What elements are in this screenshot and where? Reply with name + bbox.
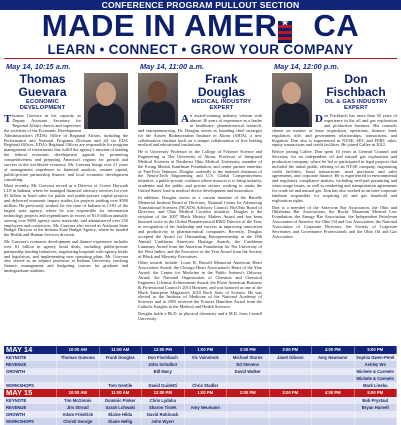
schedule-session-cell	[185, 375, 228, 382]
schedule-time-slot: 11:00 AM	[100, 346, 143, 354]
schedule-row	[4, 411, 397, 418]
schedule-session-cell: Michele & Carmelo	[355, 368, 398, 375]
schedule-day-label: MAY 15	[4, 389, 57, 397]
schedule-session-cell	[57, 382, 100, 389]
schedule-session-cell	[355, 411, 398, 418]
bio-paragraph: on Fischbach has more than 30 years of experience in the oil and gas exploration and production business. His counsels clients on matters of lease acquisition, operations, finance, land, regulation, title, and government relationships, transactions, and litigation. Don also is experienced in NYSE, SEC and FERC rules, equity transactions and credit facilities. He joined Calfee in 2012.	[272, 113, 397, 148]
schedule-session-cell: David Walker	[227, 368, 270, 375]
schedule-session-cell	[100, 375, 143, 382]
schedule-session-cell	[270, 382, 313, 389]
schedule-time-slot: 5:00 PM	[355, 346, 398, 354]
schedule-row	[4, 418, 397, 425]
section-banner: CONFERENCE PROGRAM PULLOUT SECTION	[0, 0, 401, 10]
speaker-date: May 14, 12:00 p.m.	[274, 62, 339, 71]
schedule-session-cell	[227, 375, 270, 382]
schedule-day-header	[4, 346, 397, 354]
schedule-session-cell: John Schulbor	[142, 361, 185, 368]
drop-cap: D	[315, 113, 323, 125]
schedule-time-slot: 12:00 PM	[142, 389, 185, 397]
schedule-time-slot: 3:00 PM	[270, 389, 313, 397]
schedule-track-label	[4, 375, 57, 382]
schedule-time-slot: 1:00 PM	[185, 346, 228, 354]
schedule-session-cell	[100, 368, 143, 375]
schedule-session-cell	[312, 404, 355, 411]
speaker-bio	[272, 114, 397, 240]
schedule-time-slot: 11:00 AM	[100, 389, 143, 397]
schedule-session-cell: Vic Vainstock	[185, 354, 228, 361]
schedule-track-label: GROWTH	[4, 368, 57, 375]
bio-paragraph: In addition, Douglas serves as a current member of the Battelle Memorial Institute Board of Directors, National Center for Advancing Translational Sciences (NCATS) Advisory Council, BioOhio Board of Directors, and Ohio Medical Corridor initiative. Douglas is the recipient of the 2007 Black History Makers Award and has been honored twice as the Global Pharmaceutical R&D Director of the Year, in recognition of his leadership and success in improving innovation and productivity in pharmaceutical companies. Recently, Douglas accepted the Award for Outstanding Entrepreneurship at the 18th Annual Caribbean American Heritage Awards, the Caribbean Luminary Award from the American Foundation for The University of the West Indies, and the Executive of the Year Award from the Society of Black and Minority Executives.	[138, 194, 262, 259]
schedule-session-cell	[312, 411, 355, 418]
bio-paragraph: Other awards include: Louis B. Russell Memorial American Heart Association Award, the Chicago Heart Association's Heart of the Year Award, the Center for Medicine in the Public Interest's Odyssey Award, the National Organization of Chemists and Chemical Engineers Lifetime Achievement Award, the Pfizer American Business & Professional Council's 2013 Honoree, and was honored as one of the Black Enterprise Magazine's 2010 Rock Stars of Science. He was elected to the Institute of Medicine of the National Academy of Sciences and in 2005 received the Frances Hamilton Award from the Catholic Knights in the Medical and Health Sciences.	[138, 260, 262, 310]
schedule-row	[4, 404, 397, 411]
speaker-role: MEDICAL INDUSTRY EXPERT	[191, 99, 252, 111]
schedule-session-cell: David Rubinack	[142, 411, 185, 418]
bio-paragraph: He is University Professor in the College of Polymer Science and Engineering at The University of Akron, Professor of Integrated Medical Sciences at Northeast Ohio Medical University, member of the Ewing Marion Kauffman Foundation, and senior partner emeritus of PureTech Ventures. Douglas currently is the national chairman of the Neuro-Tech Engineering and U.S. Global Competitiveness initiative, a public-private coalition whose mission is to bring industry, academia and the public and private sectors working to retain the United States' lead in medical device development and innovation.	[138, 148, 262, 194]
schedule-session-cell	[312, 375, 355, 382]
schedule-time-slot: 1:00 PM	[185, 389, 228, 397]
schedule-session-cell: Mark Lineba	[355, 382, 398, 389]
schedule-session-cell: Tim McGinnis	[57, 397, 100, 404]
speaker-bio	[138, 114, 262, 322]
bio-paragraph: Don is a member of the American Bar Association, the Ohio and Oklahoma Bar Associations, the Rocky Mountain Mineral Law Foundation, the Energy Bar Association, the Independent Petroleum Association of America, the Ohio Oil and Gas Association, the National Association of Corporate Directors, the Society of Corporate Secretaries and Governance Professionals and the Ohio Oil and Gas Association.	[272, 204, 397, 239]
schedule-time-slot: 2:00 PM	[227, 346, 270, 354]
speaker-photo	[272, 73, 312, 127]
schedule-session-cell: Sophia Owen-Perel	[355, 354, 398, 361]
speaker-bio	[4, 114, 128, 274]
schedule-session-cell	[227, 418, 270, 425]
schedule-session-cell	[270, 375, 313, 382]
schedule-session-cell: Bill Macy	[142, 368, 185, 375]
schedule-time-slot: 12:00 PM	[142, 346, 185, 354]
schedule-time-slot: 3:00 PM	[270, 346, 313, 354]
schedule-session-cell	[100, 361, 143, 368]
bio-paragraph: Douglas holds a Ph.D. in physical chemistry and a M.D. from Cornell University.	[138, 310, 262, 321]
speaker-column-guevara	[4, 62, 128, 344]
speaker-photo	[84, 73, 128, 129]
speaker-name: Don Fischbach	[326, 72, 386, 99]
schedule-session-cell	[57, 361, 100, 368]
speaker-name: Thomas Guevara	[18, 72, 67, 99]
schedule-session-cell: Frank Douglas	[100, 354, 143, 361]
speaker-column-douglas	[138, 62, 262, 344]
schedule-session-cell: Chris Stadler	[185, 382, 228, 389]
schedule-time-slot: 10:00 AM	[57, 346, 100, 354]
schedule-session-cell	[227, 411, 270, 418]
title-left: MADE IN AMER	[41, 8, 278, 43]
speaker-name: Frank Douglas	[197, 72, 246, 99]
schedule-track-label: GROWTH	[4, 411, 57, 418]
schedule-session-cell: Ed Stevens	[227, 361, 270, 368]
schedule-session-cell: Chris Lydaha	[142, 397, 185, 404]
schedule-session-cell: John Wyerr	[142, 418, 185, 425]
schedule-session-cell	[312, 418, 355, 425]
schedule-session-cell: Tom Gentile	[100, 382, 143, 389]
schedule-session-cell	[312, 382, 355, 389]
schedule-session-cell	[270, 404, 313, 411]
schedule-row	[4, 375, 397, 382]
schedule-session-cell: Dominic Pinker	[100, 397, 143, 404]
schedule-day-label: MAY 14	[4, 346, 57, 354]
schedule-session-cell: Thomas Guevara	[57, 354, 100, 361]
schedule-track-label: KEYNOTE	[4, 354, 57, 361]
schedule-row	[4, 382, 397, 389]
bio-paragraph: Mr. Guevara's economic development and finance experience includes over $1 billion in agency bond deals, including public/private partnership funding initiatives, negotiating hospitals with agency heads and legislators, and implementing new operating plans. Mr. Guevara also served as an adjunct professor at Indiana University, teaching finance, management and budgeting courses for graduate and undergraduate students.	[4, 238, 128, 274]
schedule-session-cell: Michael Sturns	[227, 354, 270, 361]
speaker-role: ECONOMIC DEVELOPMENT	[19, 99, 66, 111]
schedule-session-cell: Elaine Hilda	[100, 411, 143, 418]
schedule-session-cell	[270, 361, 313, 368]
schedule-time-slot: 5:00 PM	[355, 389, 398, 397]
schedule-track-label: KEYNOTE	[4, 397, 57, 404]
flag-i-icon	[278, 15, 312, 37]
schedule-session-cell	[57, 375, 100, 382]
bio-paragraph: n award-winning industry veteran with almost 30 years of experience as a leader in healthcare, pharmaceutical research, and entrepreneurship, Dr. Douglas serves as founding chief strategist for the Austen BioInnovation Institute in Akron (ABIA), a new collaborative institute built on a unique collaboration of five leading medical and educational institutions.	[138, 113, 262, 148]
tagline: LEARN • CONNECT • GROW YOUR COMPANY	[47, 42, 354, 57]
title-right: CA	[313, 8, 360, 43]
speaker-date: May 14, 10:15 a.m.	[6, 62, 71, 71]
speaker-photo	[138, 73, 178, 125]
schedule-session-cell: Ashley Ws	[355, 361, 398, 368]
schedule-session-cell	[185, 368, 228, 375]
schedule-track-label: WORKSHOPS	[4, 382, 57, 389]
drop-cap: A	[181, 113, 189, 125]
schedule-session-cell	[312, 361, 355, 368]
schedule-session-cell	[57, 368, 100, 375]
schedule-track-label: WORKSHOPS	[4, 418, 57, 425]
schedule-time-slot: 2:00 PM	[227, 389, 270, 397]
schedule-session-cell: Don Fischbach	[142, 354, 185, 361]
schedule-session-cell: Sarah Lohwaki	[100, 404, 143, 411]
schedule-session-cell: Jim Stroud	[57, 404, 100, 411]
schedule-time-slot: 4:00 PM	[312, 389, 355, 397]
schedule-row	[4, 361, 397, 368]
schedule-track-label: REVENUE	[4, 361, 57, 368]
schedule-session-cell: Sharon Tistek	[142, 404, 185, 411]
schedule-track-label: REVENUE	[4, 404, 57, 411]
schedule-session-cell	[270, 418, 313, 425]
schedule-row	[4, 354, 397, 361]
schedule-session-cell	[270, 368, 313, 375]
speaker-column-fischbach	[272, 62, 397, 344]
schedule-session-cell	[312, 368, 355, 375]
schedule-session-cell: Amy Neumann	[185, 404, 228, 411]
schedule-session-cell	[270, 411, 313, 418]
bio-paragraph: Before joining Calfee, Don spent 10 years as General Counsel and Secretary for an independent oil and natural gas exploration and production company, where he led or participated in legal projects that included the initial public offering of an NYSE company, negotiating credit facilities, bond transactions, asset purchases and sales agreements, and corporate finance. He is experienced in environmental and regulatory compliance matters, including well-pad permitting and water-usage issues, as well as marketing and transportation agreements for crude oil and natural gas. Don has also worked as an inter-corporate landman responsible for acquiring oil and gas leasehold and exploration rights.	[272, 148, 397, 203]
schedule-session-cell: Adam Friedrick	[57, 411, 100, 418]
page-title	[0, 8, 401, 43]
bio-paragraph: homas Guevara in his capacity as Deputy Assistant Secretary for Regional Affairs directs and supervises the activities of the Economic Development Administration's (EDA) Office of Regional Affairs, including the Performance and National Programs Division and all six EDA Regional Offices. EDA's Regional Offices are responsible for program management of investments that fulfill the agency's mission of leading the federal economic development agenda by promoting competitiveness and preparing America's regions for growth and success in the worldwide economy. Mr. Guevara brings over 21 years of management experience in financial analysis, venture capital, public/private partnership finance, and local economic development consulting.	[4, 113, 128, 182]
schedule-session-cell	[185, 411, 228, 418]
schedule-row	[4, 368, 397, 375]
schedule-session-cell: Bryan Harvell	[355, 404, 398, 411]
drop-cap: T	[4, 113, 12, 125]
schedule-session-cell	[227, 404, 270, 411]
schedule-session-cell: Bob Prystaul	[355, 397, 398, 404]
bio-paragraph: Most recently, Mr. Guevara served as a Director of Crowe Horwath LLP in Indiana, where he managed financial advisory services for over $1 billion in bond sales for public and public/private capital projects and delivered economic impact studies for projects totaling over $500 million. He previously worked for the state of Indiana as COO of the largest state agency, where he was responsible for information technology projects and expenditures in excess of $1.6 billion annually serving over 8000 agency users statewide, and administered over 250 employees and contractors. Mr. Guevara also served as Assistant State Budget Director at the Indiana State Budget Agency, where he headed the Health and Human Services division.	[4, 183, 128, 238]
schedule-session-cell	[185, 418, 228, 425]
schedule-session-cell	[142, 375, 185, 382]
schedule-session-cell	[185, 361, 228, 368]
schedule-session-cell	[355, 418, 398, 425]
speaker-role: OIL & GAS INDUSTRY EXPERT	[324, 99, 388, 111]
schedule-table	[4, 346, 397, 425]
schedule-time-slot: 10:00 AM	[57, 389, 100, 397]
schedule-session-cell: Amy Neumann	[312, 354, 355, 361]
schedule-session-cell: Diane Hellig	[100, 418, 143, 425]
schedule-time-slot: 4:00 PM	[312, 346, 355, 354]
schedule-session-cell	[227, 382, 270, 389]
divider-rule	[4, 58, 397, 59]
schedule-session-cell: Janet Gibson	[270, 354, 313, 361]
schedule-session-cell: David Guidetti	[142, 382, 185, 389]
schedule-session-cell: Michele & Carmelo	[355, 375, 398, 382]
schedule-session-cell: Christi George	[57, 418, 100, 425]
speaker-date: May 14, 11:00 a.m.	[140, 62, 204, 71]
schedule-day-header	[4, 389, 397, 397]
